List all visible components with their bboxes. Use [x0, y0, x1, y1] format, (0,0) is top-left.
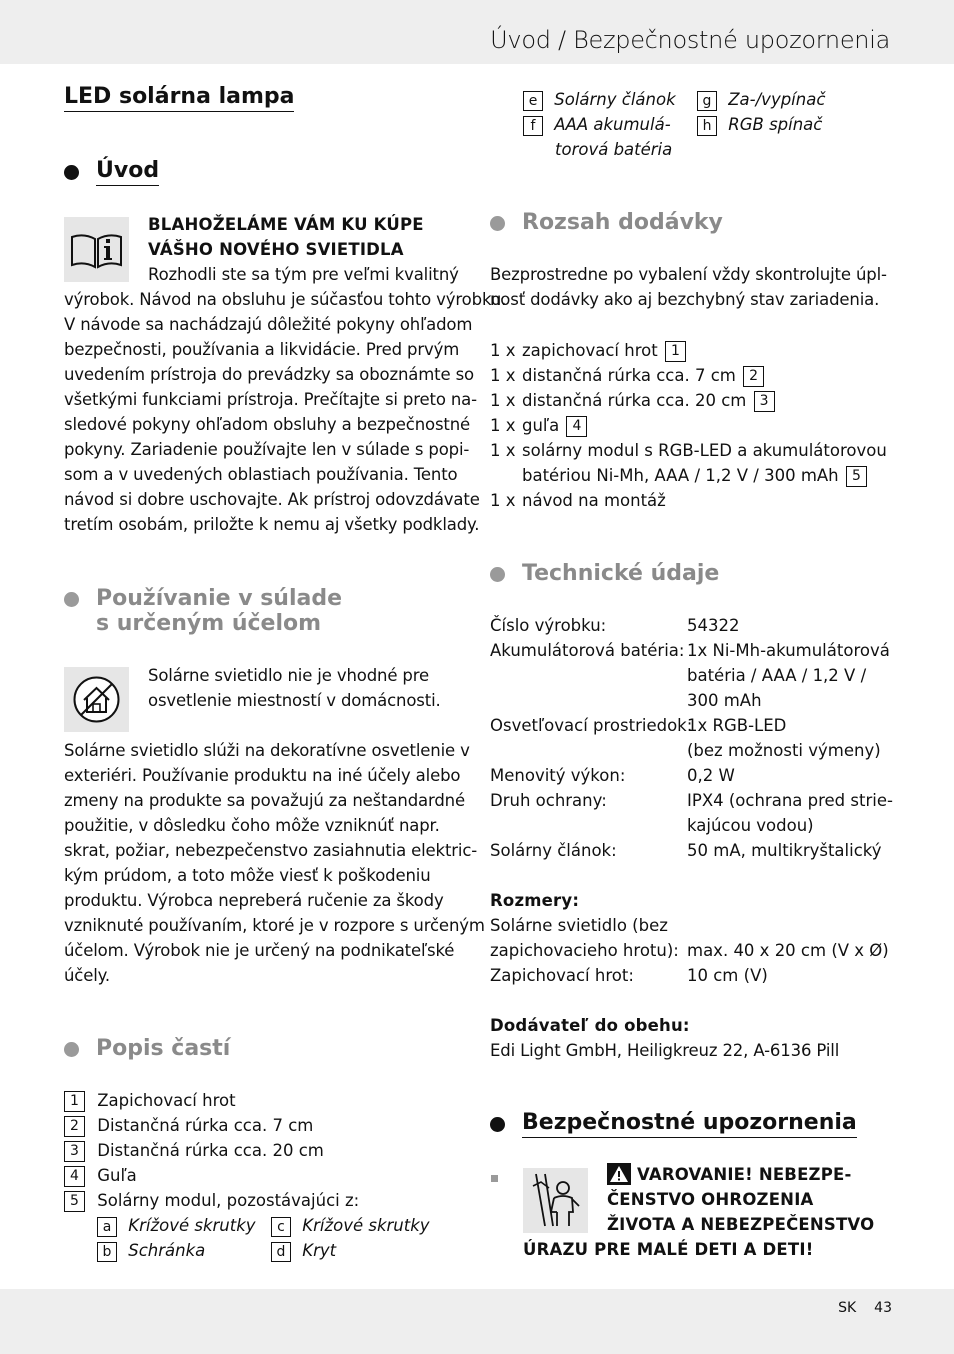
usage-paragraph-line: produktu. Výrobca nepreberá ručenie za škody: [64, 891, 444, 910]
usage-paragraph-line: účely.: [64, 966, 111, 985]
usage-heading: Používanie v súlade s určeným účelom: [96, 586, 343, 636]
intro-paragraph-line: všetkými funkciami prístroja. Prečítajte si preto na-: [64, 390, 477, 409]
delivery-list-item-continuation: batériou Ni-Mh, AAA / 1,2 V / 300 mAh 5: [522, 463, 867, 488]
footer: [838, 1300, 892, 1316]
bullet-dot: [64, 1042, 79, 1057]
page-header-title: Úvod / Bezpečnostné upozornenia: [490, 26, 890, 54]
no-indoor-use-icon: [64, 667, 129, 732]
tech-label: Akumulátorová batéria:: [490, 641, 685, 660]
tech-value: 50 mA, multikryštalický: [687, 841, 882, 860]
dimension-label: Zapichovací hrot:: [490, 966, 634, 985]
tech-label: Číslo výrobku:: [490, 616, 607, 635]
intro-paragraph-line: uvedením prístroja do prevádzky sa oboznámte so: [64, 365, 474, 384]
dimensions-heading: Rozmery:: [490, 891, 580, 910]
tech-value: 300 mAh: [687, 691, 762, 710]
parts-sub-item: e Solárny článok: [523, 87, 676, 112]
tech-value: batéria / AAA / 1,2 V /: [687, 666, 867, 685]
tech-label: Solárny článok:: [490, 841, 617, 860]
parts-list-item: 3 Distančná rúrka cca. 20 cm: [64, 1138, 324, 1163]
congrats-line-1: BLAHOŽELÁME VÁM KU KÚPE: [148, 215, 424, 234]
footer-bar: [0, 1289, 954, 1354]
warning-triangle-icon: [607, 1163, 631, 1185]
intro-paragraph-line: pokyny. Zariadenie používajte len v súlade s popi-: [64, 440, 470, 459]
tech-value: 0,2 W: [687, 766, 735, 785]
tech-value: (bez možnosti výmeny): [687, 741, 881, 760]
delivery-list-item: 1 x návod na montáž: [490, 491, 666, 510]
warning-line-4: ÚRAZU PRE MALÉ DETI A DETI!: [523, 1240, 814, 1259]
document-title: LED solárna lampa: [64, 84, 294, 112]
dimension-value: 10 cm (V): [687, 966, 768, 985]
usage-note-line: osvetlenie miestností v domácnosti.: [148, 691, 441, 710]
delivery-list-item: 1 x guľa 4: [490, 413, 516, 438]
supplier-heading: Dodávateľ do obehu:: [490, 1016, 690, 1035]
tech-label: Menovitý výkon:: [490, 766, 626, 785]
intro-paragraph-line: sledové pokyny ohľadom obsluhy a bezpečnostné: [64, 415, 471, 434]
delivery-list-item: 1 x distančná rúrka cca. 7 cm 2: [490, 363, 516, 388]
delivery-intro-line: Bezprostredne po vybalení vždy skontrolujte úpl-: [490, 265, 887, 284]
bullet-dot: [490, 567, 505, 582]
child-warning-icon: [523, 1168, 588, 1233]
manual-info-icon: [64, 217, 129, 282]
tech-heading: Technické údaje: [522, 561, 720, 586]
usage-paragraph-line: zmeny na produkte sa považujú za neštandardné: [64, 791, 465, 810]
dimension-value: max. 40 x 20 cm (V x Ø): [687, 941, 889, 960]
parts-sub-item-continuation: torová batéria: [555, 140, 673, 159]
tech-value: 1x RGB-LED: [687, 716, 787, 735]
delivery-intro-line: nosť dodávky ako aj bezchybný stav zariadenia.: [490, 290, 880, 309]
parts-sub-item: f AAA akumulá-: [523, 112, 671, 137]
delivery-heading: Rozsah dodávky: [522, 210, 723, 235]
warning-line-2: ČENSTVO OHROZENIA: [607, 1190, 814, 1209]
tech-label: Druh ochrany:: [490, 791, 607, 810]
warning-line-3: ŽIVOTA A NEBEZPEČENSTVO: [607, 1215, 875, 1234]
usage-note-line: Solárne svietidlo nie je vhodné pre: [148, 666, 430, 685]
delivery-list-item: 1 x zapichovací hrot 1: [490, 338, 516, 363]
bullet-dot: [64, 165, 79, 180]
usage-paragraph-line: skrat, požiar, nebezpečenstvo zasiahnutia elektric-: [64, 841, 478, 860]
dimension-label: Solárne svietidlo (bez: [490, 916, 668, 935]
intro-paragraph-line: výrobok. Návod na obsluhu je súčasťou tohto výrobku.: [64, 290, 507, 309]
tech-value: 54322: [687, 616, 740, 635]
parts-list-item: 2 Distančná rúrka cca. 7 cm: [64, 1113, 313, 1138]
intro-paragraph-line: návod si dobre uschovajte. Ak prístroj odovzdávate: [64, 490, 480, 509]
parts-sub-item: h RGB spínač: [697, 112, 822, 137]
intro-paragraph-line: bezpečnosti, používania a likvidácie. Pred prvým: [64, 340, 460, 359]
usage-paragraph-line: kým prúdom, a toto môže viesť k poškodeniu: [64, 866, 431, 885]
warning-line-1: VAROVANIE! NEBEZPE-: [637, 1165, 852, 1184]
page-number: 43: [874, 1300, 892, 1316]
supplier-address: Edi Light GmbH, Heiligkreuz 22, A-6136 Pill: [490, 1041, 840, 1060]
bullet-dot: [490, 1117, 505, 1132]
tech-label: Osvetľovací prostriedok:: [490, 716, 693, 735]
footer-language: SK: [838, 1300, 857, 1316]
parts-heading: Popis častí: [96, 1036, 231, 1061]
intro-paragraph-line: V návode sa nachádzajú dôležité pokyny ohľadom: [64, 315, 473, 334]
usage-paragraph-line: použitie, v dôsledku čoho môže vzniknúť napr.: [64, 816, 440, 835]
tech-value: 1x Ni-Mh-akumulátorová: [687, 641, 890, 660]
parts-list-item: 1 Zapichovací hrot: [64, 1088, 236, 1113]
usage-paragraph-line: exteriéri. Používanie produktu na iné účely alebo: [64, 766, 461, 785]
intro-heading: Úvod: [96, 158, 159, 186]
usage-paragraph-line: účelom. Výrobok nie je určený na podnikateľské: [64, 941, 455, 960]
parts-sub-item: g Za-/vypínač: [697, 87, 825, 112]
congrats-line-2: VÁŠHO NOVÉHO SVIETIDLA: [148, 240, 404, 259]
parts-list-item: 5 Solárny modul, pozostávajúci z:: [64, 1188, 359, 1213]
parts-sub-item: c Krížové skrutky: [271, 1213, 430, 1238]
delivery-list-item: 1 x solárny modul s RGB-LED a akumulátorovou: [490, 441, 887, 460]
parts-list-item: 4 Guľa: [64, 1163, 137, 1188]
bullet-dot: [490, 216, 505, 231]
bullet-dot: [64, 592, 79, 607]
intro-paragraph-line: Rozhodli ste sa tým pre veľmi kvalitný: [148, 265, 459, 284]
safety-heading: Bezpečnostné upozornenia: [522, 1110, 857, 1138]
intro-paragraph-line: tretím osobám, priložte k nemu aj všetky podklady.: [64, 515, 480, 534]
parts-sub-item: b Schránka: [97, 1238, 205, 1263]
intro-paragraph-line: som a v uvedených oblastiach používania. Tento: [64, 465, 458, 484]
parts-sub-item: d Kryt: [271, 1238, 336, 1263]
tech-value: kajúcou vodou): [687, 816, 814, 835]
parts-sub-item: a Krížové skrutky: [97, 1213, 256, 1238]
delivery-list-item: 1 x distančná rúrka cca. 20 cm 3: [490, 388, 516, 413]
dimension-label: zapichovacieho hrotu):: [490, 941, 679, 960]
usage-paragraph-line: vzniknuté používaním, ktoré je v rozpore s určeným: [64, 916, 485, 935]
tech-value: IPX4 (ochrana pred strie-: [687, 791, 893, 810]
usage-paragraph-line: Solárne svietidlo slúži na dekoratívne osvetlenie v: [64, 741, 470, 760]
list-square-bullet: [491, 1175, 498, 1182]
